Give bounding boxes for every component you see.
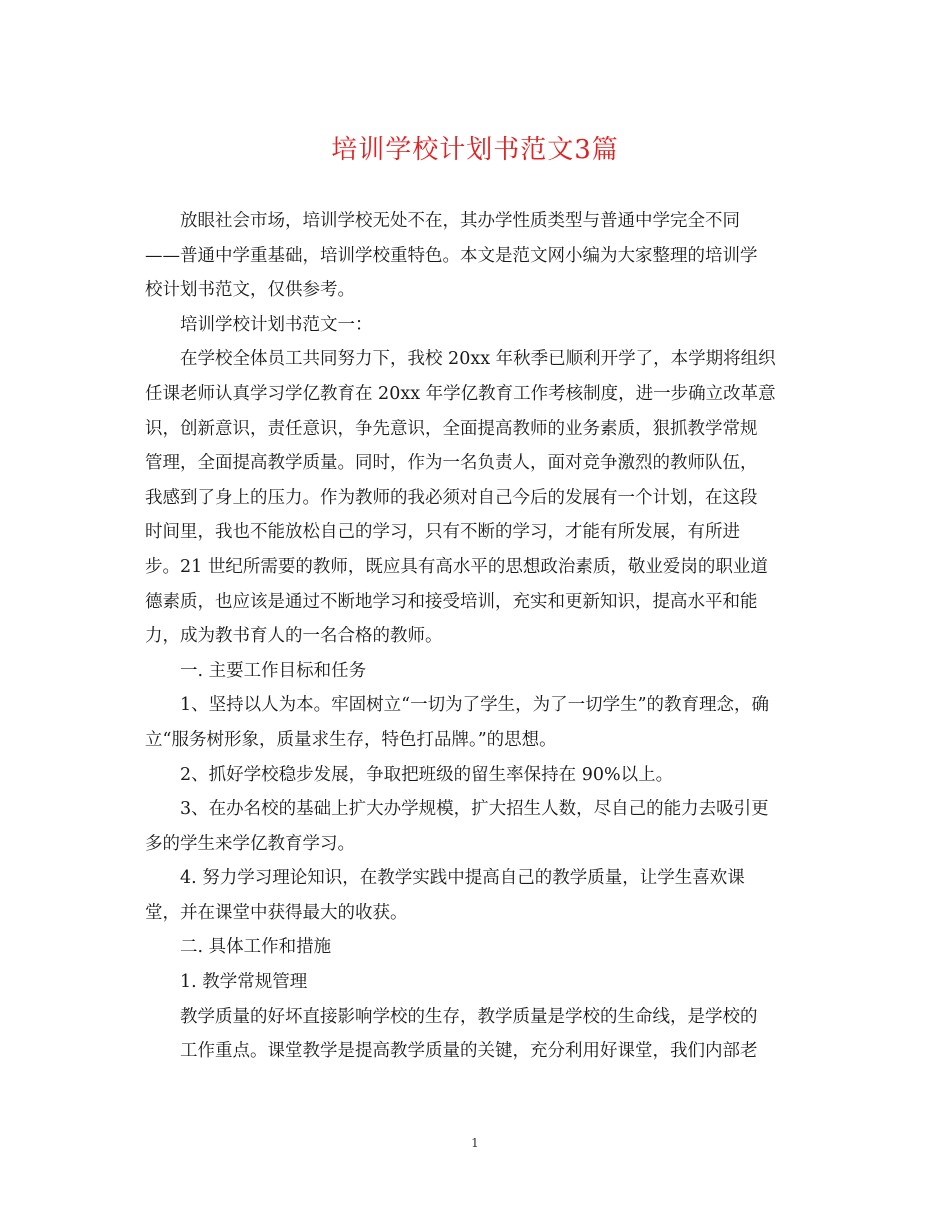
text-line: ——普通中学重基础，培训学校重特色。本文是范文网小编为大家整理的培训学 xyxy=(145,245,758,266)
text-line: 力，成为教书育人的一名合格的教师。 xyxy=(145,626,443,647)
text-line: 管理，全面提高教学质量。同时，作为一名负责人，面对竞争激烈的教师队伍， xyxy=(145,453,758,474)
section-heading: 一. 主要工作目标和任务 xyxy=(180,660,367,681)
subsection-heading: 1. 教学常规管理 xyxy=(180,972,308,993)
text-line: 工作重点。课堂教学是提高教学质量的关键，充分利用好课堂，我们内部老 xyxy=(180,1041,758,1062)
section-heading: 二. 具体工作和措施 xyxy=(180,937,332,958)
text-line: 放眼社会市场，培训学校无处不在，其办学性质类型与普通中学完全不同 xyxy=(180,211,740,231)
text-line: 任课老师认真学习学亿教育在 20xx 年学亿教育工作考核制度，进一步确立改革意 xyxy=(145,383,776,404)
text-line: 时间里，我也不能放松自己的学习，只有不断的学习，才能有所发展，有所进 xyxy=(145,522,740,543)
text-line: 德素质，也应该是通过不断地学习和接受培训，充实和更新知识，提高水平和能 xyxy=(145,591,758,612)
text-line: 堂，并在课堂中获得最大的收获。 xyxy=(145,902,408,923)
text-line: 多的学生来学亿教育学习。 xyxy=(145,833,355,854)
text-line: 我感到了身上的压力。作为教师的我必须对自己今后的发展有一个计划，在这段 xyxy=(145,487,758,508)
page-number: 1 xyxy=(471,1136,479,1150)
text-line: 1、坚持以人为本。牢固树立“一切为了学生，为了一切学生”的教育理念，确 xyxy=(180,695,770,716)
text-line: 在学校全体员工共同努力下，我校 20xx 年秋季已顺利开学了，本学期将组织 xyxy=(180,349,776,370)
page-title: 培训学校计划书范文3篇 xyxy=(331,135,619,165)
text-line: 教学质量的好坏直接影响学校的生存，教学质量是学校的生命线，是学校的 xyxy=(180,1006,758,1027)
document-body xyxy=(145,204,810,1069)
text-line: 步。21 世纪所需要的教师，既应具有高水平的思想政治素质，敬业爱岗的职业道 xyxy=(145,556,768,577)
text-line: 4. 努力学习理论知识，在教学实践中提高自己的教学质量，让学生喜欢课 xyxy=(180,868,745,889)
text-line: 3、在办名校的基础上扩大办学规模，扩大招生人数，尽自己的能力去吸引更 xyxy=(180,799,769,820)
section-heading: 培训学校计划书范文一： xyxy=(180,314,373,335)
text-line: 立“服务树形象，质量求生存，特色打品牌。”的思想。 xyxy=(145,729,557,750)
text-line: 校计划书范文，仅供参考。 xyxy=(145,280,355,301)
text-line: 2、抓好学校稳步发展，争取把班级的留生率保持在 90%以上。 xyxy=(180,764,674,785)
text-line: 识，创新意识，责任意识，争先意识，全面提高教师的业务素质，狠抓教学常规 xyxy=(145,418,758,439)
